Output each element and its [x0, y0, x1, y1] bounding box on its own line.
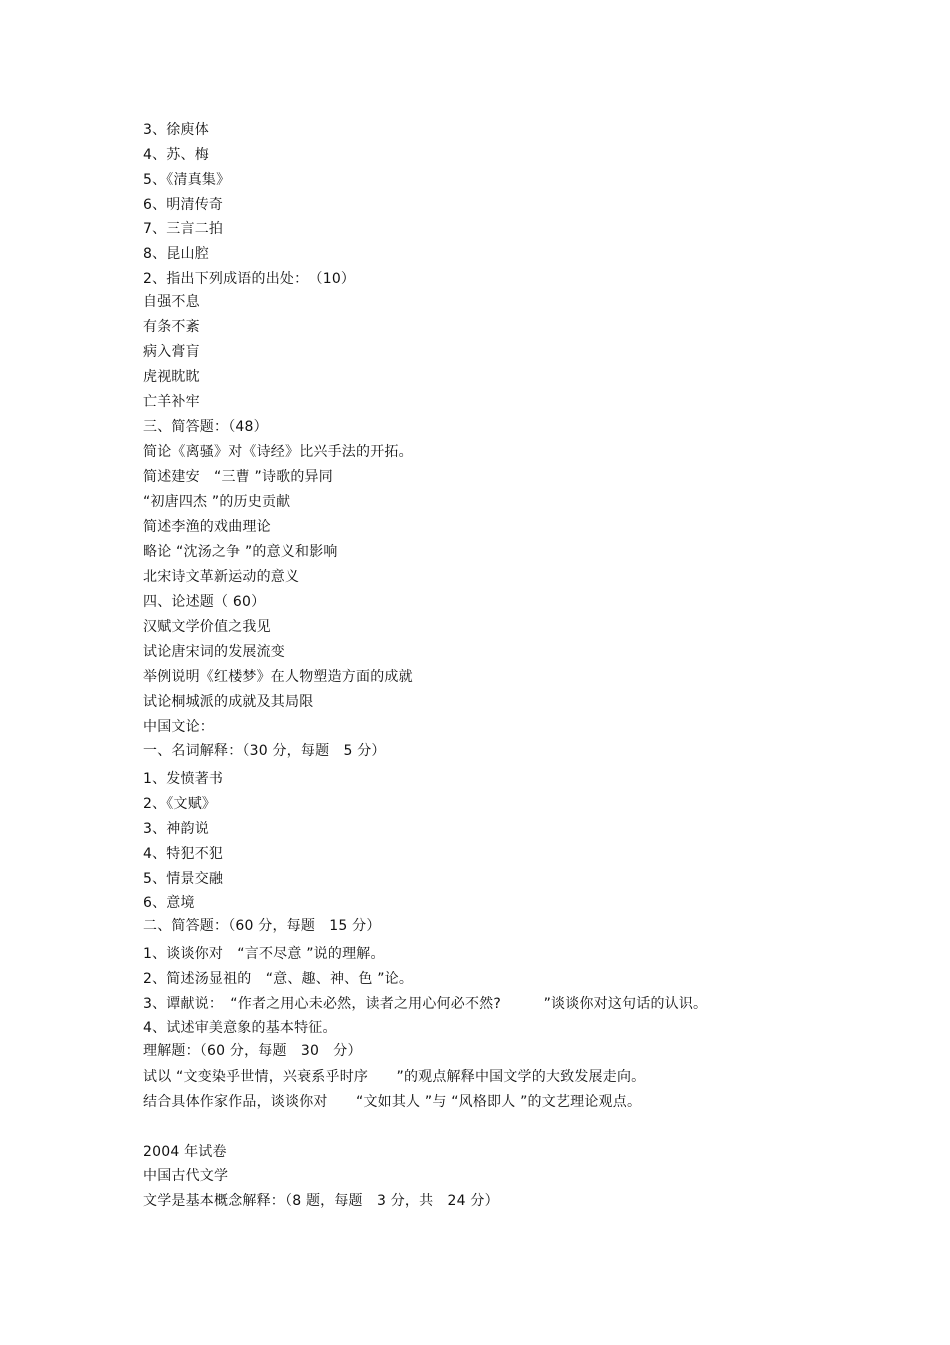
text-line: 文学是基本概念解释：（8 题，每题 3 分，共 24 分） [143, 1193, 499, 1209]
text-line: 汉赋文学价值之我见 [143, 619, 271, 635]
text-line: 1、发愤著书 [143, 771, 224, 787]
text-line: 4、苏、梅 [143, 147, 209, 163]
text-line: 有条不紊 [143, 319, 200, 335]
text-line: 北宋诗文革新运动的意义 [143, 569, 300, 585]
text-line: 略论 “沈汤之争 ”的意义和影响 [143, 544, 338, 560]
text-line: 二、简答题：（60 分，每题 15 分） [143, 918, 381, 934]
text-line: 3、谭献说： “作者之用心未必然，读者之用心何必不然? ”谈谈你对这句话的认识。 [143, 996, 708, 1012]
text-line: 4、试述审美意象的基本特征。 [143, 1020, 337, 1036]
text-line: 5、《清真集》 [143, 172, 231, 188]
text-line: 虎视眈眈 [143, 369, 200, 385]
text-line: 中国文论： [143, 719, 214, 735]
text-line: 3、徐庾体 [143, 122, 209, 138]
text-line: 中国古代文学 [143, 1168, 229, 1184]
text-line: “初唐四杰 ”的历史贡献 [143, 494, 291, 510]
text-line: 简述建安 “三曹 ”诗歌的异同 [143, 469, 333, 485]
text-line: 病入膏肓 [143, 344, 200, 360]
text-line: 6、意境 [143, 895, 195, 911]
text-line: 理解题：（60 分，每题 30 分） [143, 1043, 362, 1059]
text-line: 2、指出下列成语的出处： （10） [143, 271, 356, 287]
text-line: 试论唐宋词的发展流变 [143, 644, 285, 660]
text-line: 5、情景交融 [143, 871, 224, 887]
text-line: 2004 年试卷 [143, 1144, 227, 1160]
text-line: 亡羊补牢 [143, 394, 200, 410]
text-line: 4、特犯不犯 [143, 846, 224, 862]
text-line: 简述李渔的戏曲理论 [143, 519, 271, 535]
text-line: 简论《离骚》对《诗经》比兴手法的开拓。 [143, 444, 413, 460]
text-line: 试以 “文变染乎世情，兴衰系乎时序 ”的观点解释中国文学的大致发展走向。 [143, 1069, 646, 1085]
text-line: 三、简答题：（48） [143, 419, 268, 435]
text-line: 2、《文赋》 [143, 796, 217, 812]
text-line: 8、昆山腔 [143, 246, 209, 262]
text-line: 1、谈谈你对 “言不尽意 ”说的理解。 [143, 946, 385, 962]
text-line: 2、简述汤显祖的 “意、趣、神、色 ”论。 [143, 971, 414, 987]
text-line: 6、明清传奇 [143, 197, 224, 213]
text-line: 试论桐城派的成就及其局限 [143, 694, 314, 710]
text-line: 结合具体作家作品，谈谈你对 “文如其人 ”与 “风格即人 ”的文艺理论观点。 [143, 1094, 642, 1110]
text-line: 一、名词解释：（30 分，每题 5 分） [143, 743, 386, 759]
text-line: 四、论述题（ 60） [143, 594, 266, 610]
text-line: 7、三言二拍 [143, 221, 224, 237]
text-line: 自强不息 [143, 294, 200, 310]
text-line: 举例说明《红楼梦》在人物塑造方面的成就 [143, 669, 413, 685]
text-line: 3、神韵说 [143, 821, 209, 837]
